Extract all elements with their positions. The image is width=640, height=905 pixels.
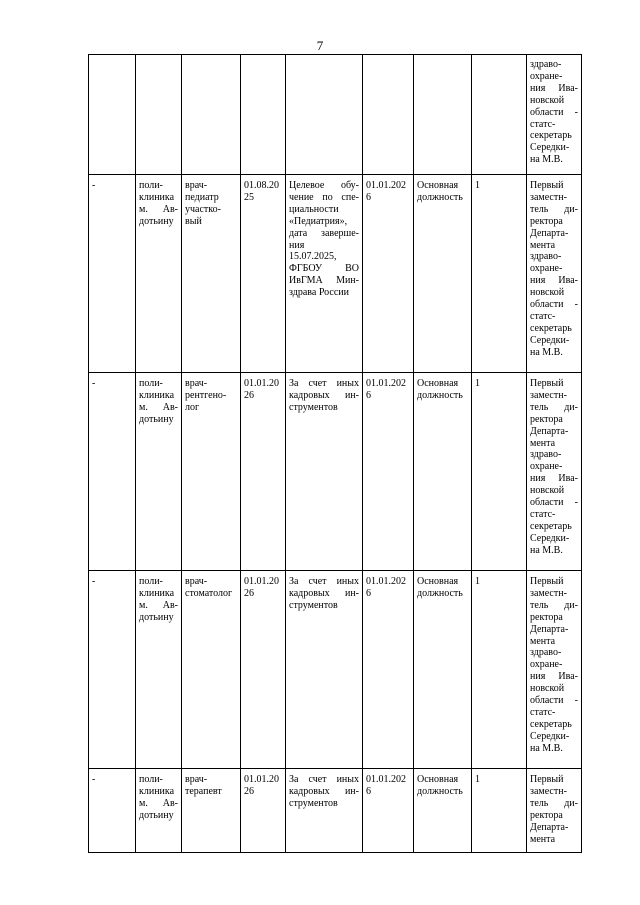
position-cell — [182, 571, 241, 769]
cell-line: должность — [417, 191, 463, 203]
table-row — [89, 55, 582, 175]
cell-line: 6 — [366, 587, 371, 599]
table-row — [89, 769, 582, 853]
basis-cell — [286, 175, 363, 373]
cell-line: Первый — [530, 774, 564, 785]
cell-line: ФГБОУ ВО — [289, 263, 359, 275]
cell-line: Департа- — [530, 821, 569, 833]
cell-line: поли- — [139, 774, 163, 785]
cell-line: мента — [530, 833, 556, 845]
dash-cell: - — [89, 769, 136, 853]
cell-line: 15.07.2025, — [289, 251, 337, 263]
cell-line: Департа- — [530, 425, 569, 437]
cell-line: 01.01.202 — [366, 180, 406, 191]
cell-line: ректора — [530, 809, 563, 821]
cell-line: тель ди- — [530, 797, 578, 809]
start-date-cell — [241, 571, 286, 769]
cell-line: тель ди- — [530, 401, 578, 413]
position-type-cell — [414, 571, 472, 769]
table-row — [89, 571, 582, 769]
count-cell: 1 — [472, 769, 527, 853]
position-type-cell — [414, 373, 472, 571]
cell-line: здрава России — [289, 287, 349, 299]
basis-cell — [286, 769, 363, 853]
cell-line: новской — [530, 94, 565, 106]
facility-cell — [136, 55, 182, 175]
cell-line: на М.В. — [530, 742, 563, 754]
cell-line: дата заверше- — [289, 227, 359, 239]
staffing-table — [88, 54, 582, 853]
cell-line: Первый — [530, 378, 564, 389]
cell-line: мента — [530, 635, 556, 647]
position-type-cell — [414, 55, 472, 175]
date-cell — [363, 373, 414, 571]
cell-line: секретарь — [530, 130, 572, 142]
cell-line: Департа- — [530, 623, 569, 635]
cell-line: Середки- — [530, 730, 570, 742]
cell-line: охране- — [530, 659, 563, 671]
cell-line: заместн- — [530, 191, 567, 203]
cell-line: заместн- — [530, 785, 567, 797]
cell-line: охране- — [530, 263, 563, 275]
cell-line: стоматолог — [185, 587, 233, 599]
cell-line: кадровых ин- — [289, 587, 359, 599]
cell-line: 6 — [366, 785, 371, 797]
cell-line: м. Ав- — [139, 797, 178, 809]
cell-line: ректора — [530, 215, 563, 227]
cell-line: на М.В. — [530, 544, 563, 556]
position-cell — [182, 769, 241, 853]
cell-line: здраво- — [530, 647, 562, 659]
count-cell: 1 — [472, 571, 527, 769]
cell-line: статс- — [530, 706, 556, 718]
cell-line: струментов — [289, 401, 338, 413]
cell-line: Середки- — [530, 334, 570, 346]
cell-line: Целевое обу- — [289, 180, 359, 191]
cell-line: секретарь — [530, 520, 572, 532]
cell-line: заместн- — [530, 389, 567, 401]
count-cell — [472, 55, 527, 175]
cell-line: Основная — [417, 774, 459, 785]
dash-cell — [89, 55, 136, 175]
responsible-cell — [527, 55, 582, 175]
cell-line: 01.01.20 — [244, 378, 279, 389]
cell-line: 25 — [244, 191, 254, 203]
cell-line: ния Ива- — [530, 82, 578, 94]
cell-line: Середки- — [530, 532, 570, 544]
cell-line: должность — [417, 587, 463, 599]
cell-line: чение по спе- — [289, 191, 359, 203]
cell-line: ния Ива- — [530, 671, 578, 683]
cell-line: секретарь — [530, 322, 572, 334]
cell-line: м. Ав- — [139, 599, 178, 611]
cell-line: здраво- — [530, 59, 562, 70]
cell-line: педиатр — [185, 191, 219, 203]
cell-line: струментов — [289, 599, 338, 611]
date-cell — [363, 769, 414, 853]
basis-cell — [286, 55, 363, 175]
responsible-cell — [527, 373, 582, 571]
basis-cell — [286, 373, 363, 571]
cell-line: 01.08.20 — [244, 180, 279, 191]
cell-line: дотьину — [139, 611, 174, 623]
position-type-cell — [414, 769, 472, 853]
cell-line: ректора — [530, 413, 563, 425]
responsible-cell — [527, 571, 582, 769]
cell-line: здраво- — [530, 251, 562, 263]
cell-line: рентгено- — [185, 389, 227, 401]
cell-line: области - — [530, 695, 578, 707]
cell-line: 01.01.20 — [244, 576, 279, 587]
cell-line: новской — [530, 485, 565, 497]
position-cell — [182, 373, 241, 571]
cell-line: области - — [530, 106, 578, 118]
cell-line: клиника — [139, 587, 175, 599]
position-cell — [182, 55, 241, 175]
cell-line: новской — [530, 683, 565, 695]
cell-line: должность — [417, 785, 463, 797]
cell-line: вый — [185, 215, 202, 227]
cell-line: 6 — [366, 389, 371, 401]
cell-line: врач- — [185, 180, 208, 191]
cell-line: заместн- — [530, 587, 567, 599]
cell-line: тель ди- — [530, 599, 578, 611]
start-date-cell — [241, 175, 286, 373]
cell-line: врач- — [185, 576, 208, 587]
cell-line: Середки- — [530, 142, 570, 154]
cell-line: 01.01.202 — [366, 576, 406, 587]
responsible-cell — [527, 175, 582, 373]
count-cell: 1 — [472, 373, 527, 571]
cell-line: врач- — [185, 378, 208, 389]
date-cell — [363, 175, 414, 373]
cell-line: Первый — [530, 576, 564, 587]
facility-cell — [136, 769, 182, 853]
responsible-cell — [527, 769, 582, 853]
page-number: 7 — [316, 38, 324, 53]
cell-line: Департа- — [530, 227, 569, 239]
cell-line: секретарь — [530, 718, 572, 730]
date-cell — [363, 571, 414, 769]
start-date-cell — [241, 769, 286, 853]
cell-line: «Педиатрия», — [289, 215, 348, 227]
cell-line: мента — [530, 437, 556, 449]
cell-line: области - — [530, 299, 578, 311]
cell-line: 01.01.20 — [244, 774, 279, 785]
cell-line: на М.В. — [530, 346, 563, 358]
cell-line: 01.01.202 — [366, 774, 406, 785]
cell-line: ИвГМА Мин- — [289, 275, 359, 287]
facility-cell — [136, 373, 182, 571]
cell-line: 26 — [244, 785, 254, 797]
cell-line: м. Ав- — [139, 401, 178, 413]
cell-line: ния Ива- — [530, 473, 578, 485]
cell-line: кадровых ин- — [289, 389, 359, 401]
cell-line: должность — [417, 389, 463, 401]
cell-line: За счет иных — [289, 576, 359, 587]
cell-line: 01.01.202 — [366, 378, 406, 389]
table-row — [89, 175, 582, 373]
cell-line: циальности — [289, 203, 339, 215]
cell-line: поли- — [139, 378, 163, 389]
cell-line: статс- — [530, 508, 556, 520]
cell-line: Первый — [530, 180, 564, 191]
cell-line: врач- — [185, 774, 208, 785]
cell-line: 26 — [244, 587, 254, 599]
cell-line: струментов — [289, 797, 338, 809]
position-type-cell — [414, 175, 472, 373]
basis-cell — [286, 571, 363, 769]
dash-cell: - — [89, 571, 136, 769]
cell-line: 6 — [366, 191, 371, 203]
cell-line: статс- — [530, 118, 556, 130]
cell-line: клиника — [139, 389, 175, 401]
cell-line: дотьину — [139, 809, 174, 821]
cell-line: лог — [185, 401, 200, 413]
cell-line: За счет иных — [289, 774, 359, 785]
cell-line: новской — [530, 287, 565, 299]
facility-cell — [136, 175, 182, 373]
cell-line: поли- — [139, 576, 163, 587]
cell-line: мента — [530, 239, 556, 251]
cell-line: ния Ива- — [530, 275, 578, 287]
cell-line: участко- — [185, 203, 221, 215]
count-cell: 1 — [472, 175, 527, 373]
cell-line: ния — [289, 239, 305, 251]
cell-line: клиника — [139, 191, 175, 203]
cell-line: тель ди- — [530, 203, 578, 215]
cell-line: кадровых ин- — [289, 785, 359, 797]
cell-line: поли- — [139, 180, 163, 191]
cell-line: на М.В. — [530, 154, 563, 166]
cell-line: терапевт — [185, 785, 222, 797]
cell-line: дотьину — [139, 413, 174, 425]
dash-cell: - — [89, 175, 136, 373]
cell-line: За счет иных — [289, 378, 359, 389]
cell-line: ректора — [530, 611, 563, 623]
facility-cell — [136, 571, 182, 769]
position-cell — [182, 175, 241, 373]
table-row — [89, 373, 582, 571]
cell-line: охране- — [530, 70, 563, 82]
cell-line: клиника — [139, 785, 175, 797]
cell-line: здраво- — [530, 449, 562, 461]
date-cell — [363, 55, 414, 175]
cell-line: Основная — [417, 180, 459, 191]
cell-line: дотьину — [139, 215, 174, 227]
cell-line: Основная — [417, 576, 459, 587]
start-date-cell — [241, 373, 286, 571]
cell-line: Основная — [417, 378, 459, 389]
start-date-cell — [241, 55, 286, 175]
cell-line: области - — [530, 497, 578, 509]
dash-cell: - — [89, 373, 136, 571]
cell-line: 26 — [244, 389, 254, 401]
cell-line: м. Ав- — [139, 203, 178, 215]
cell-line: статс- — [530, 310, 556, 322]
cell-line: охране- — [530, 461, 563, 473]
